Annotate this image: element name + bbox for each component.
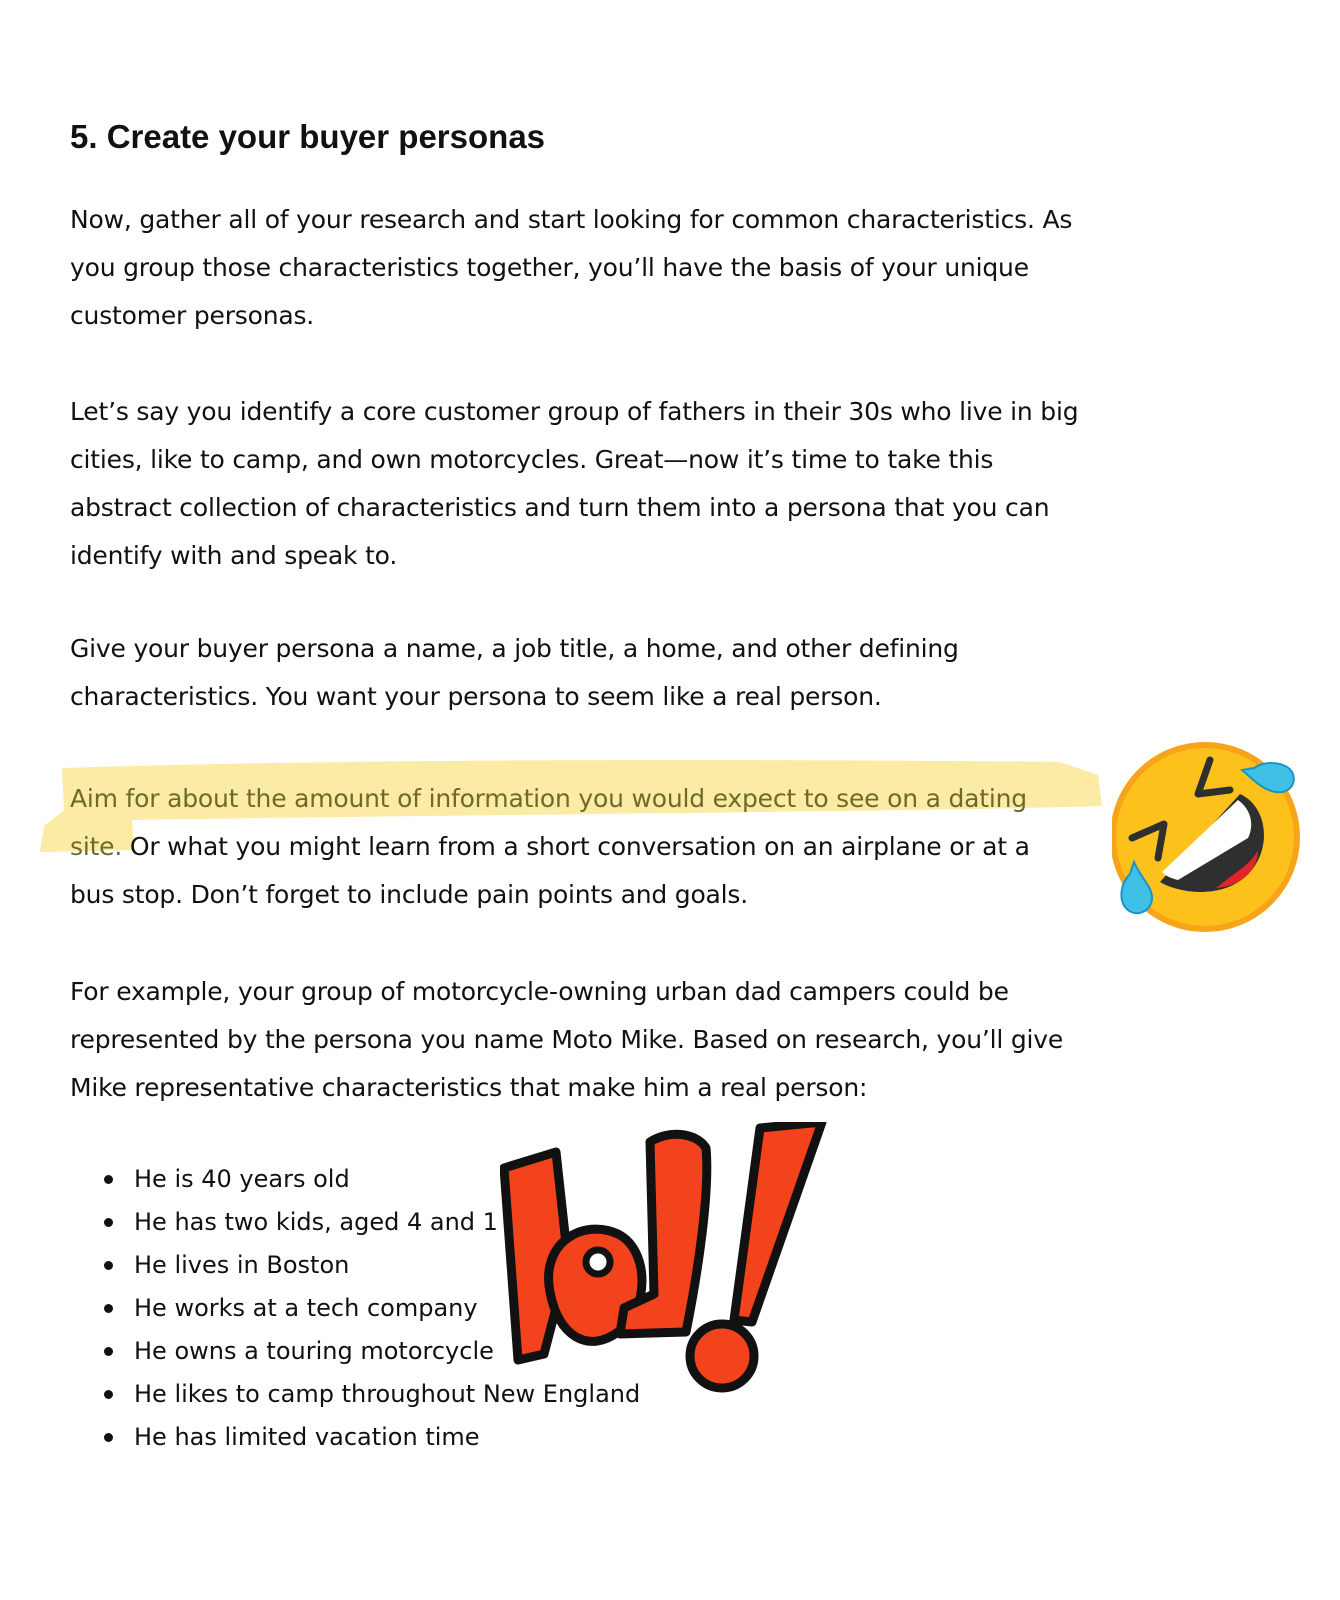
bullet-dot — [104, 1390, 113, 1399]
paragraph-persona-name — [70, 625, 959, 721]
lol-o-hole — [586, 1250, 610, 1274]
bullet-dot — [104, 1218, 113, 1227]
paragraph-line: identify with and speak to. — [70, 541, 398, 570]
paragraph-line: abstract collection of characteristics and turn them into a persona that you can — [70, 493, 1050, 522]
bullet-dot — [104, 1347, 113, 1356]
section-heading: 5. Create your buyer personas — [70, 118, 546, 155]
paragraph-moto-mike — [70, 968, 1063, 1112]
paragraph-line: represented by the persona you name Moto Mike. Based on research, you’ll give — [70, 1025, 1064, 1054]
list-item — [70, 1416, 640, 1459]
bullet-dot — [104, 1433, 113, 1442]
paragraph-line: Mike representative characteristics that make him a real person: — [70, 1073, 868, 1102]
list-item-text: He likes to camp throughout New England — [134, 1380, 641, 1408]
paragraph-line: you group those characteristics together, you’ll have the basis of your unique — [70, 253, 1029, 282]
lol-exclamation-dot — [690, 1324, 754, 1388]
paragraph-text: Or what you might learn from a short conversation on an airplane or at a — [122, 832, 1030, 861]
paragraph-dating-site — [70, 775, 1030, 919]
rolling-on-floor-laughing-emoji-icon — [1112, 742, 1302, 932]
paragraph-core-customer-group — [70, 388, 1078, 580]
paragraph-line — [70, 823, 1030, 871]
paragraph-line: cities, like to camp, and own motorcycles. Great—now it’s time to take this — [70, 445, 994, 474]
paragraph-line: Let’s say you identify a core customer group of fathers in their 30s who live in big — [70, 397, 1079, 426]
highlighted-text: Aim for about the amount of information you would expect to see on a dating — [70, 784, 1027, 813]
paragraph-line — [70, 775, 1030, 823]
bullet-dot — [104, 1304, 113, 1313]
paragraph-line: Now, gather all of your research and start looking for common characteristics. As — [70, 205, 1073, 234]
bullet-dot — [104, 1261, 113, 1270]
paragraph-line: characteristics. You want your persona to seem like a real person. — [70, 682, 882, 711]
paragraph-gather-research — [70, 196, 1072, 340]
lol-exclamation-bar — [734, 1122, 822, 1322]
list-item-text: He has two kids, aged 4 and 1 — [134, 1208, 498, 1236]
lol-letter-l-second — [620, 1134, 707, 1334]
bullet-dot — [104, 1175, 113, 1184]
list-item-text: He owns a touring motorcycle — [134, 1337, 494, 1365]
list-item-text: He has limited vacation time — [134, 1423, 480, 1451]
lol-sticker-icon — [500, 1122, 840, 1412]
paragraph-line: For example, your group of motorcycle-owning urban dad campers could be — [70, 977, 1009, 1006]
paragraph-line: Give your buyer persona a name, a job title, a home, and other defining — [70, 634, 959, 663]
paragraph-line: customer personas. — [70, 301, 315, 330]
list-item-text: He works at a tech company — [134, 1294, 478, 1322]
highlighted-text: site. — [70, 832, 123, 861]
paragraph-line: bus stop. Don’t forget to include pain points and goals. — [70, 880, 748, 909]
list-item-text: He lives in Boston — [134, 1251, 350, 1279]
list-item-text: He is 40 years old — [134, 1165, 350, 1193]
